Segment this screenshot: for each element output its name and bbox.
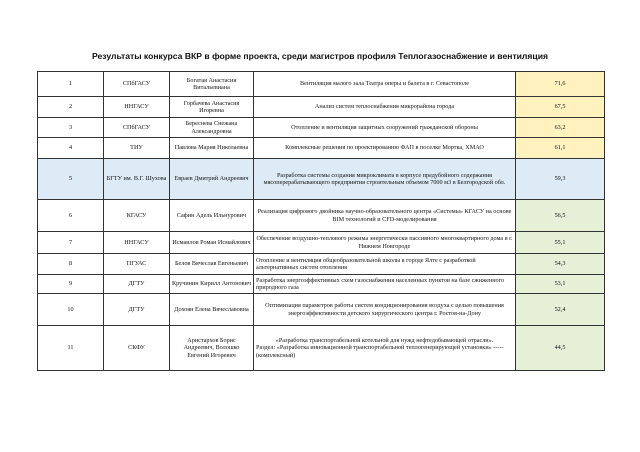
score: 67,5	[516, 97, 605, 118]
table-row	[38, 254, 605, 275]
score: 55,1	[516, 232, 605, 254]
thesis-topic: Разработка энергоэффективных схем газоснабжения населенных пунктов на базе сжиженного природного газа	[254, 275, 516, 294]
thesis-topic: Отопление и вентиляция общеобразовательной школы в городе Ялте с разработкой альтернативных систем отопления	[254, 254, 516, 275]
score: 53,1	[516, 275, 605, 294]
university: ПГУАС	[104, 254, 170, 275]
university: КГАСУ	[104, 200, 170, 232]
student-name: Евраев Дмитрий Андреевич	[170, 159, 254, 200]
row-number: 7	[38, 232, 104, 254]
row-number: 4	[38, 138, 104, 159]
thesis-topic-main: «Разработка транспортабельной котельной для нужд нефтедобывающей отрасли».	[275, 336, 494, 344]
row-number: 6	[38, 200, 104, 232]
student-name: Аристархов Борис Андреевич, Волошко Евгений Игоревич	[170, 326, 254, 371]
university: СКФУ	[104, 326, 170, 371]
table-row	[38, 159, 605, 200]
table-row	[38, 97, 605, 118]
results-table	[37, 71, 605, 371]
row-number: 11	[38, 326, 104, 371]
student-name: Павлова Мария Николаевна	[170, 138, 254, 159]
table-row	[38, 294, 605, 326]
student-name: Исмаилов Роман Исмайлович	[170, 232, 254, 254]
thesis-topic: Обеспечение воздушно-теплового режима энергетически пассивного многоквартирного дома в г. Нижнем Новгороде	[254, 232, 516, 254]
score: 44,5	[516, 326, 605, 371]
university: СПбГАСУ	[104, 72, 170, 97]
table-row	[38, 200, 605, 232]
score: 52,4	[516, 294, 605, 326]
university: БГТУ им. В.Г. Шухова	[104, 159, 170, 200]
student-name: Белов Вячеслав Евгеньевич	[170, 254, 254, 275]
table-row	[38, 72, 605, 97]
university: ТИУ	[104, 138, 170, 159]
student-name: Богатая Анастасия Витальевиана	[170, 72, 254, 97]
row-number: 2	[38, 97, 104, 118]
thesis-topic: Комплексные решения по проектированию ФАП в поселке Мортка, ХМАО	[254, 138, 516, 159]
thesis-topic: Оптимизация параметров работы систем кондиционирования воздуха с целью повышения энергоэффективности детского хирургического центра г. Ростов-на-Дону	[254, 294, 516, 326]
thesis-topic: Анализ систем теплоснабжения микрорайона города	[254, 97, 516, 118]
score: 59,3	[516, 159, 605, 200]
page-title: Результаты конкурса ВКР в форме проекта, среди магистров профиля Теплогазоснабжение и вентиляция	[92, 51, 548, 61]
row-number: 3	[38, 118, 104, 138]
row-number: 8	[38, 254, 104, 275]
university: ДГТУ	[104, 294, 170, 326]
university: ННГАСУ	[104, 97, 170, 118]
student-name: Сафин Адель Ильнурович	[170, 200, 254, 232]
thesis-topic: Разработка системы создания микроклимата в корпусе предубойного содержания мясоперерабатывающего предприятия строительным объемом 7000 м3 в Белгородской обл.	[254, 159, 516, 200]
university: СПбГАСУ	[104, 118, 170, 138]
student-name: Горбачева Анастасия Игоревна	[170, 97, 254, 118]
score: 56,5	[516, 200, 605, 232]
university: ННГАСУ	[104, 232, 170, 254]
student-name: Береснева Снежана Александровна	[170, 118, 254, 138]
row-number: 9	[38, 275, 104, 294]
student-name: Кручинин Кирилл Антонович	[170, 275, 254, 294]
university: ДГТУ	[104, 275, 170, 294]
row-number: 5	[38, 159, 104, 200]
thesis-topic	[254, 326, 516, 371]
score: 71,6	[516, 72, 605, 97]
table-row	[38, 326, 605, 371]
score: 54,3	[516, 254, 605, 275]
table-row	[38, 118, 605, 138]
row-number: 1	[38, 72, 104, 97]
table-row	[38, 232, 605, 254]
thesis-topic: Отопление и вентиляция защитных сооружений гражданской обороны	[254, 118, 516, 138]
thesis-topic: Реализация цифрового двойника научно-образовательного центра «Системы» КГАСУ на основе BIM технологий и CFD-моделирования	[254, 200, 516, 232]
thesis-topic: Вентиляция малого зала Театра оперы и балета в г. Севастополе	[254, 72, 516, 97]
score: 63,2	[516, 118, 605, 138]
student-name: Дохоян Елена Вячеславовна	[170, 294, 254, 326]
table-row	[38, 275, 605, 294]
table-row	[38, 138, 605, 159]
row-number: 10	[38, 294, 104, 326]
thesis-topic-section: Раздел: «Разработка инновационной транспортабельной теплогенерирующей установки» ----- (комплексный)	[256, 344, 504, 359]
score: 61,1	[516, 138, 605, 159]
